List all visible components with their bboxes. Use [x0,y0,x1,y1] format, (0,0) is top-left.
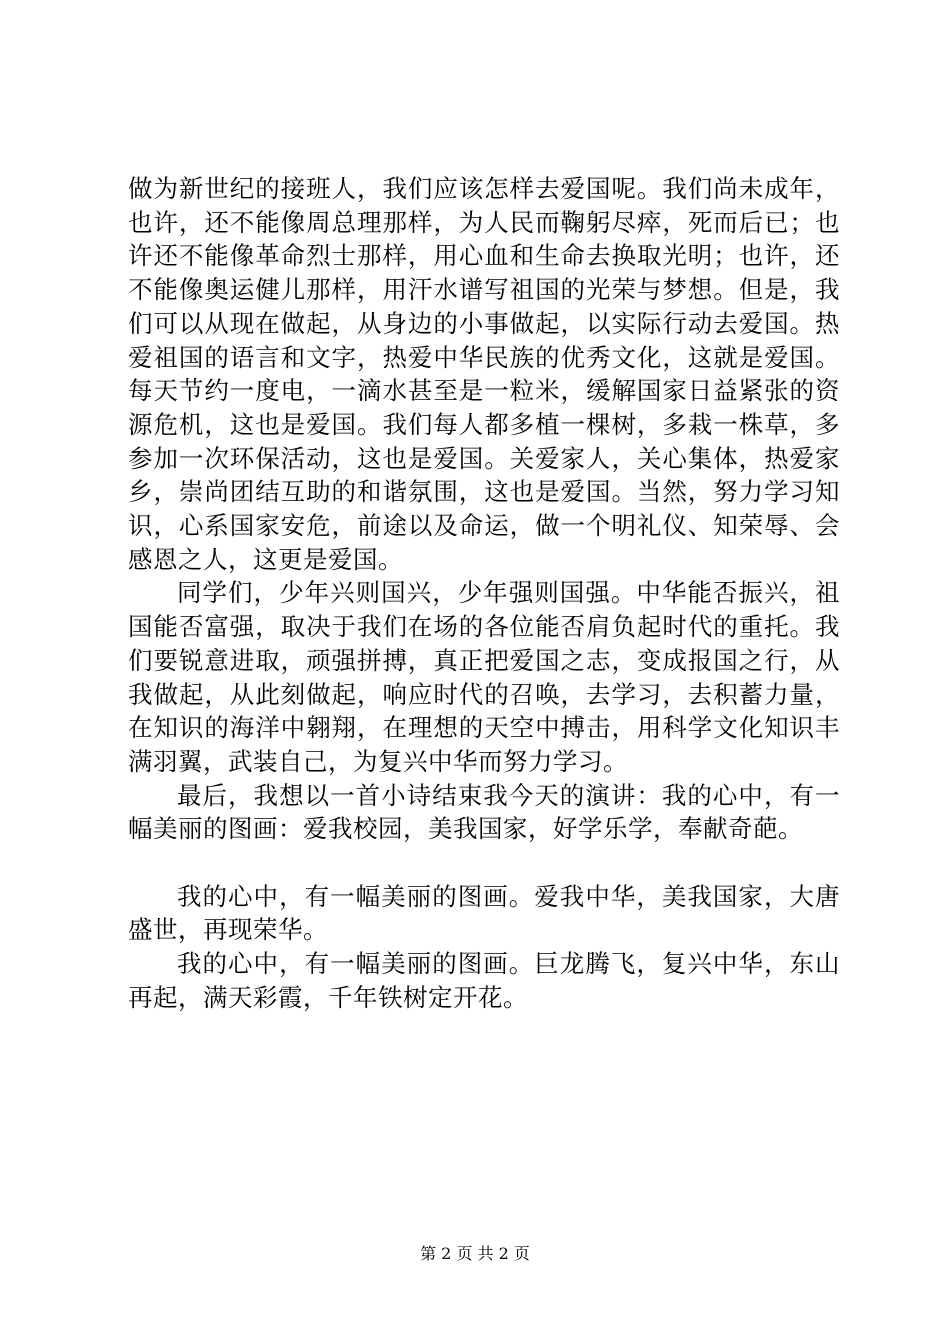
paragraph-1: 做为新世纪的接班人，我们应该怎样去爱国呢。我们尚未成年，也许，还不能像周总理那样，为人民而鞠躬尽瘁，死而后已；也许还不能像革命烈士那样，用心血和生命去换取光明；也许，还不能像奥运健儿那样，用汗水谱写祖国的光荣与梦想。但是，我们可以从现在做起，从身边的小事做起，以实际行动去爱国。热爱祖国的语言和文字，热爱中华民族的优秀文化，这就是爱国。每天节约一度电，一滴水甚至是一粒米，缓解国家日益紧张的资源危机，这也是爱国。我们每人都多植一棵树，多栽一株草，多参加一次环保活动，这也是爱国。关爱家人，关心集体，热爱家乡，崇尚团结互助的和谐氛围，这也是爱国。当然，努力学习知识，心系国家安危，前途以及命运，做一个明礼仪、知荣辱、会感恩之人，这更是爱国。 [128,174,840,574]
paragraph-5: 我的心中，有一幅美丽的图画。巨龙腾飞，复兴中华，东山再起，满天彩霞，千年铁树定开花。 [128,949,840,1012]
document-body [128,172,840,1015]
paragraph-2: 同学们，少年兴则国兴，少年强则国强。中华能否振兴，祖国能否富强，取决于我们在场的各位能否肩负起时代的重托。我们要锐意进取，顽强拼搏，真正把爱国之志，变成报国之行，从我做起，从此刻做起，响应时代的召唤，去学习，去积蓄力量，在知识的海洋中翱翔，在理想的天空中搏击，用科学文化知识丰满羽翼，武装自己，为复兴中华而努力学习。 [128,578,840,776]
paragraph-gap [128,846,840,880]
paragraph-3: 最后，我想以一首小诗结束我今天的演讲：我的心中，有一幅美丽的图画：爱我校园，美我国家，好学乐学，奉献奇葩。 [128,780,840,844]
paragraph-4: 我的心中，有一幅美丽的图画。爱我中华，美我国家，大唐盛世，再现荣华。 [128,881,840,945]
page-footer: 第 2 页 共 2 页 [420,1244,530,1263]
